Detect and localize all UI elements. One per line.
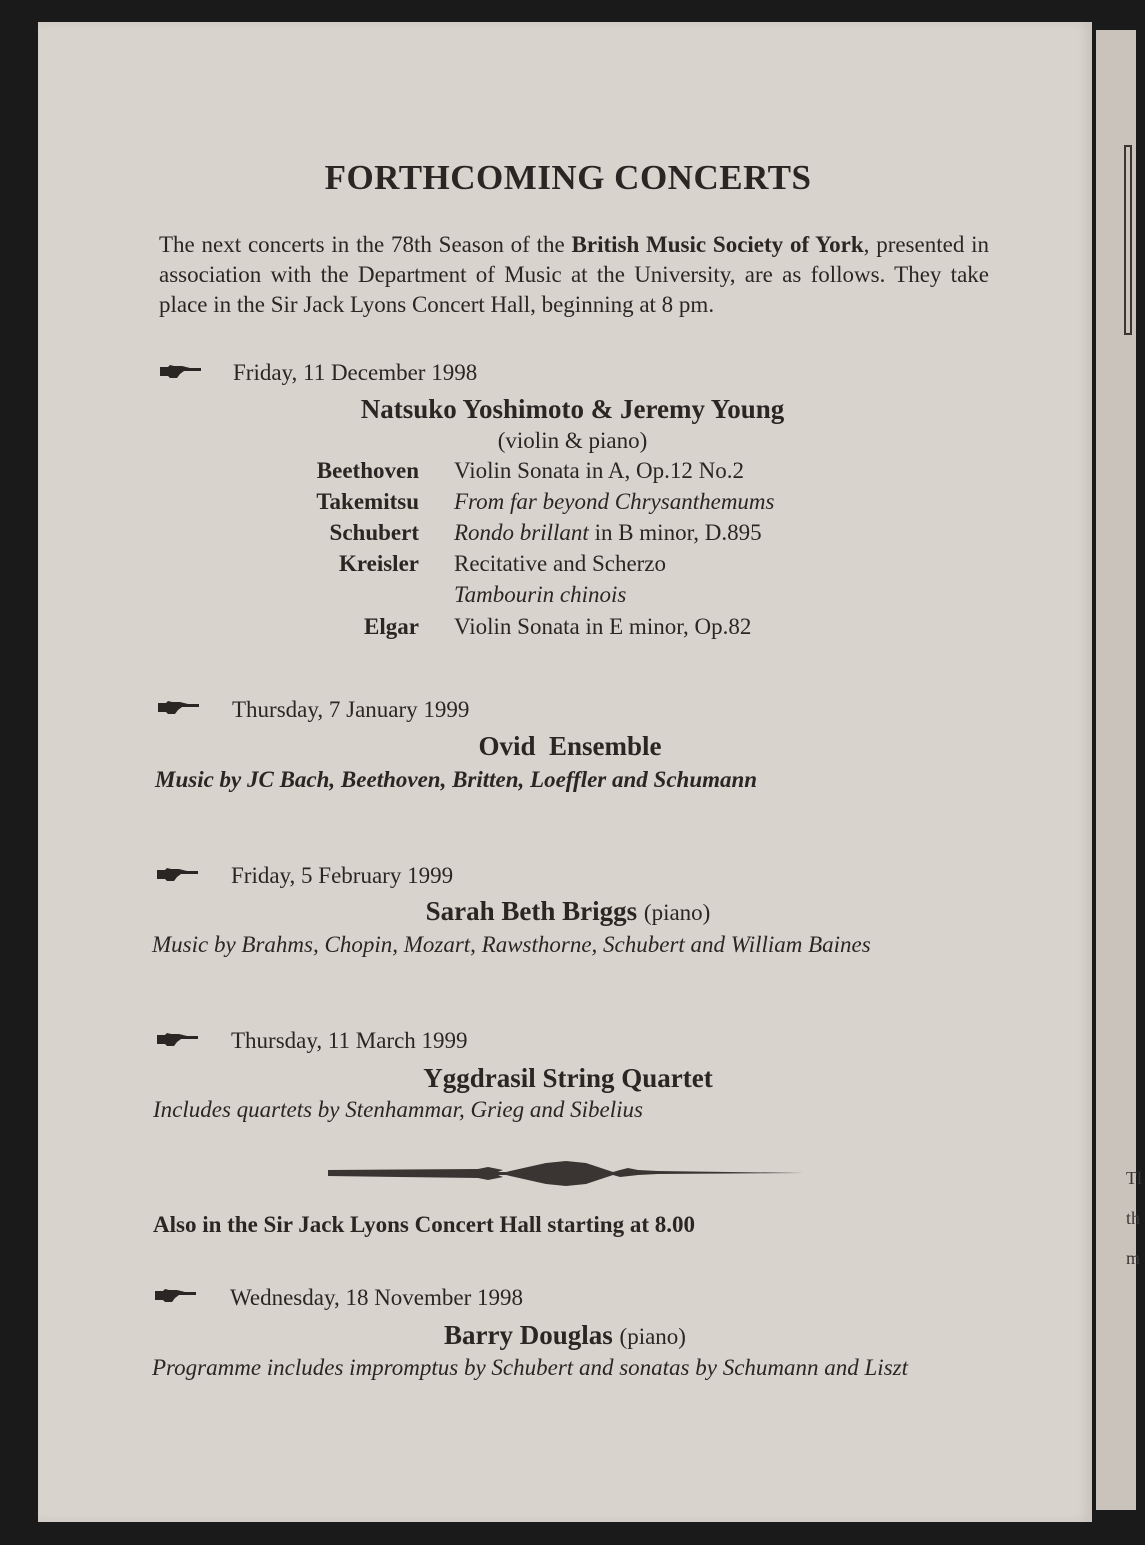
performer-name: Yggdrasil String Quartet	[423, 1063, 713, 1093]
performer-name: Barry Douglas	[444, 1320, 613, 1350]
intro-paragraph	[159, 230, 989, 320]
intro-text: , presented in association with the Department of Music at the University, are as follows. They take place in the Sir Jack Lyons Concert Hall, beginning at 8 pm.	[159, 232, 990, 317]
concert-date: Friday, 11 December 1998	[233, 360, 478, 385]
performer-name: Sarah Beth Briggs	[425, 896, 638, 926]
work-title-italic: Rondo brillant	[454, 520, 589, 545]
work-title: Recitative and Scherzo	[454, 551, 667, 576]
pointing-hand-icon	[157, 867, 199, 883]
composer: Kreisler	[338, 551, 419, 576]
pointing-hand-icon	[160, 364, 202, 380]
society-name: British Music Society of York	[571, 232, 864, 257]
ornamental-divider	[328, 1158, 804, 1192]
pointing-hand-icon	[158, 700, 200, 716]
intro-text: The next concerts in the 78th Season of the	[159, 232, 572, 257]
work-title: From far beyond Chrysanthemums	[454, 489, 775, 514]
work-title: Violin Sonata in E minor, Op.82	[454, 614, 752, 639]
performer-name: Natsuko Yoshimoto & Jeremy Young	[360, 394, 785, 424]
instrument-note: (piano)	[643, 900, 711, 925]
composer: Takemitsu	[316, 489, 419, 514]
next-page-glimpse-text: th	[1126, 1208, 1141, 1228]
composer: Schubert	[329, 520, 419, 545]
performer-name: Ovid Ensemble	[478, 731, 662, 761]
concert-date: Wednesday, 18 November 1998	[230, 1285, 524, 1310]
next-page-edge	[1096, 30, 1142, 1510]
concert-description: Music by Brahms, Chopin, Mozart, Rawsthorne, Schubert and William Baines	[152, 932, 871, 957]
work-title-rest: in B minor, D.895	[588, 520, 762, 545]
concert-description: Includes quartets by Stenhammar, Grieg and Sibelius	[153, 1097, 643, 1122]
also-heading: Also in the Sir Jack Lyons Concert Hall starting at 8.00	[153, 1212, 696, 1237]
page-title: FORTHCOMING CONCERTS	[324, 158, 812, 197]
work-title: Tambourin chinois	[454, 582, 627, 607]
concert-description: Music by JC Bach, Beethoven, Britten, Loeffler and Schumann	[155, 767, 758, 792]
instrument-note: (violin & piano)	[497, 428, 648, 453]
composer: Elgar	[364, 614, 419, 639]
next-page-glimpse-text: Tl	[1126, 1168, 1142, 1188]
pointing-hand-icon	[155, 1288, 197, 1304]
performer-line	[0, 1320, 1130, 1351]
concert-date: Thursday, 7 January 1999	[232, 697, 470, 722]
concert-date: Friday, 5 February 1999	[231, 863, 454, 888]
concert-description: Programme includes impromptus by Schubert and sonatas by Schumann and Liszt	[152, 1355, 908, 1380]
performer-line	[0, 896, 1136, 927]
concert-date: Thursday, 11 March 1999	[231, 1028, 468, 1053]
work-title	[454, 520, 762, 546]
instrument-note: (piano)	[619, 1324, 686, 1349]
composer: Beethoven	[316, 458, 419, 483]
next-page-glimpse-text: m	[1126, 1248, 1141, 1268]
work-title: Violin Sonata in A, Op.12 No.2	[454, 458, 744, 483]
pointing-hand-icon	[157, 1032, 199, 1048]
